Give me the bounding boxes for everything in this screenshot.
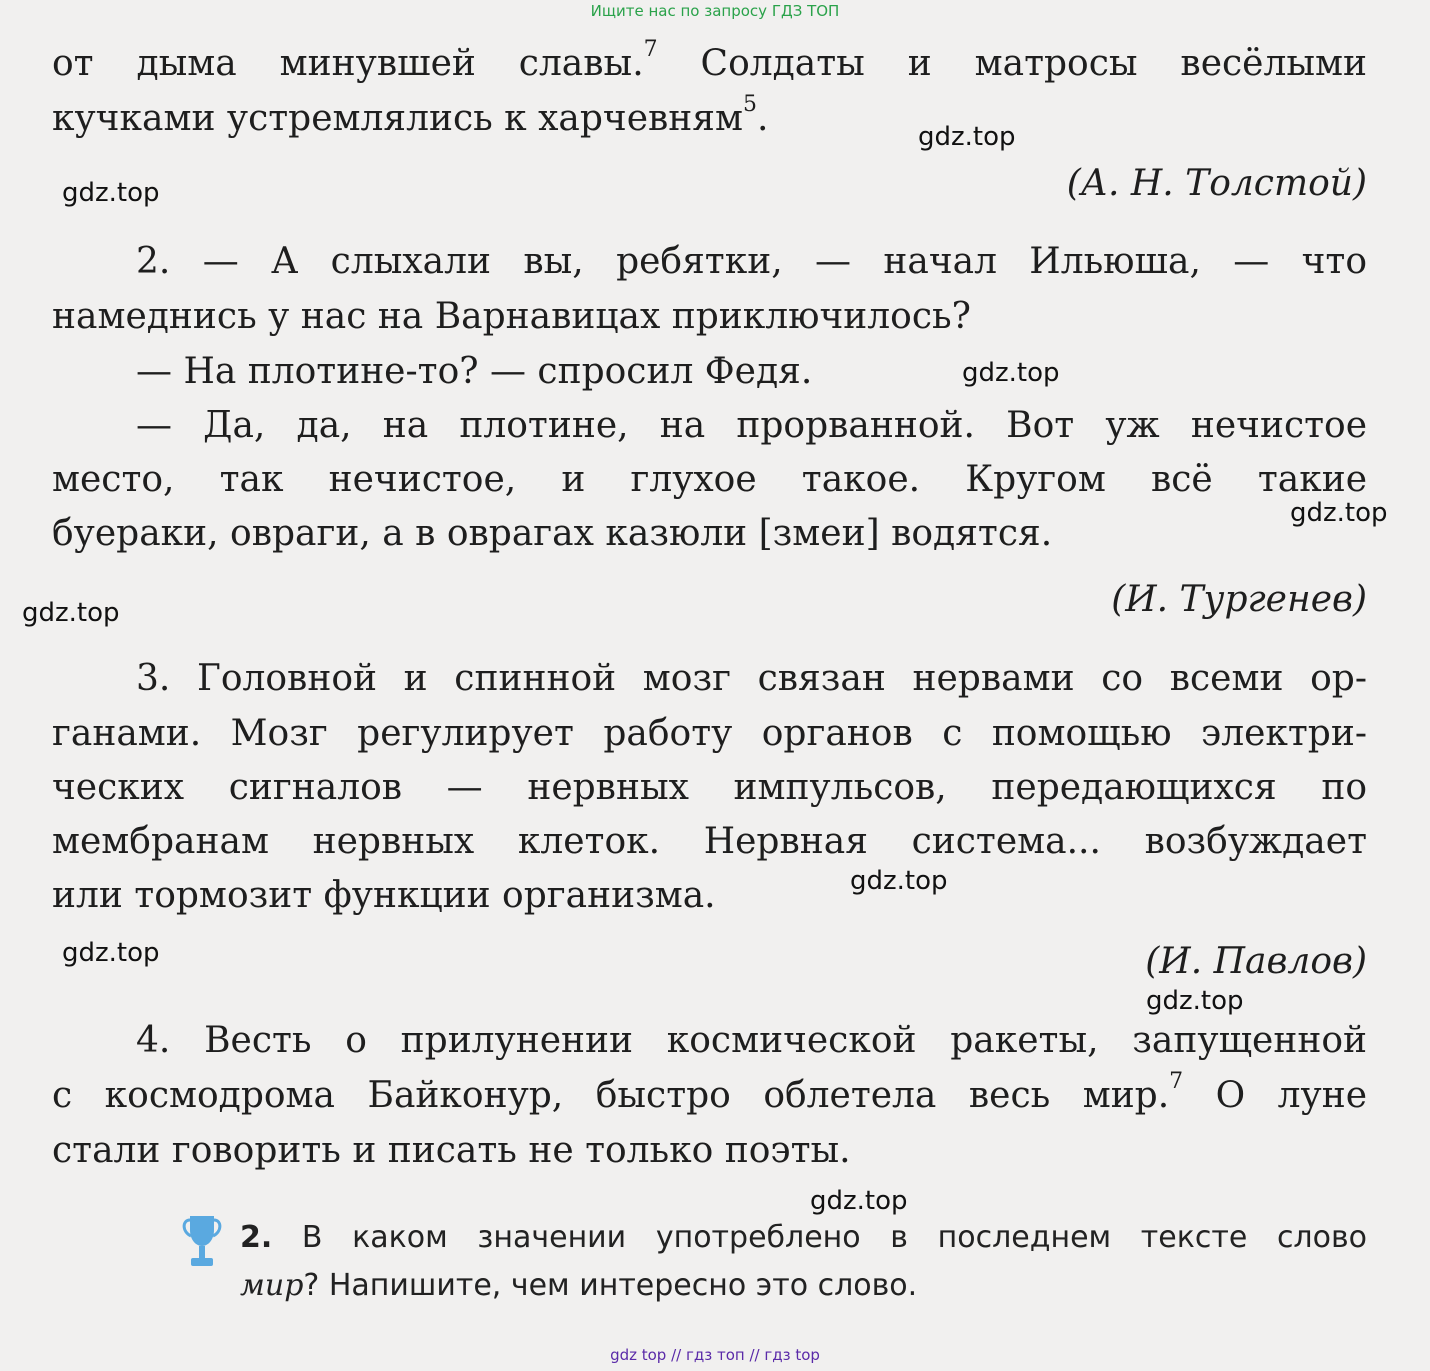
footer-links: gdz top // гдз топ // гдз top	[610, 1346, 820, 1364]
task-line: 2. В каком значении употреблено в последнем тексте слово	[240, 1220, 1367, 1255]
text-line: ческих сигналов — нервных импульсов, передающихся по	[52, 767, 1367, 808]
text-line: 3. Головной и спинной мозг связан нервами со всеми ор-	[136, 658, 1367, 699]
watermark: gdz.top	[962, 358, 1060, 388]
text-line: ганами. Мозг регулирует работу органов с помощью электри-	[52, 713, 1367, 754]
text-line: мембранам нервных клеток. Нервная система... возбуждает	[52, 821, 1367, 862]
text-line: 4. Весть о прилунении космической ракеты, запущенной	[136, 1020, 1367, 1061]
task-line: мир? Напишите, чем интересно это слово.	[240, 1268, 918, 1303]
watermark: gdz.top	[918, 122, 1016, 152]
text-line: стали говорить и писать не только поэты.	[52, 1130, 851, 1171]
text-line: буераки, овраги, а в оврагах казюли [змеи] водятся.	[52, 513, 1053, 554]
text-line: кучками устремлялись к харчевням$^5$.	[52, 92, 769, 139]
text-line: или тормозит функции организма.	[52, 875, 716, 916]
text-line: от дыма минувшей славы.$^7$ Солдаты и матросы весёлыми	[52, 37, 1367, 84]
watermark: gdz.top	[1290, 498, 1388, 528]
trophy-icon	[180, 1212, 224, 1272]
text-line: — На плотине-то? — спросил Федя.	[136, 351, 813, 392]
watermark: gdz.top	[850, 866, 948, 896]
watermark: gdz.top	[62, 938, 160, 968]
text-line: 2. — А слыхали вы, ребятки, — начал Ильюша, — что	[136, 241, 1367, 282]
author-turgenev: (И. Тургенев)	[1111, 579, 1367, 620]
watermark: gdz.top	[22, 598, 120, 628]
author-pavlov: (И. Павлов)	[1145, 941, 1367, 982]
author-tolstoy: (А. Н. Толстой)	[1066, 163, 1367, 204]
top-banner: Ищите нас по запросу ГДЗ ТОП	[590, 2, 840, 20]
text-line: место, так нечистое, и глухое такое. Кругом всё такие	[52, 459, 1367, 500]
watermark: gdz.top	[62, 178, 160, 208]
watermark: gdz.top	[810, 1186, 908, 1216]
text-line: — Да, да, на плотине, на прорванной. Вот уж нечистое	[136, 405, 1367, 446]
text-line: с космодрома Байконур, быстро облетела весь мир.$^7$ О луне	[52, 1069, 1367, 1116]
text-line: намеднись у нас на Варнавицах приключилось?	[52, 296, 971, 337]
watermark: gdz.top	[1146, 986, 1244, 1016]
